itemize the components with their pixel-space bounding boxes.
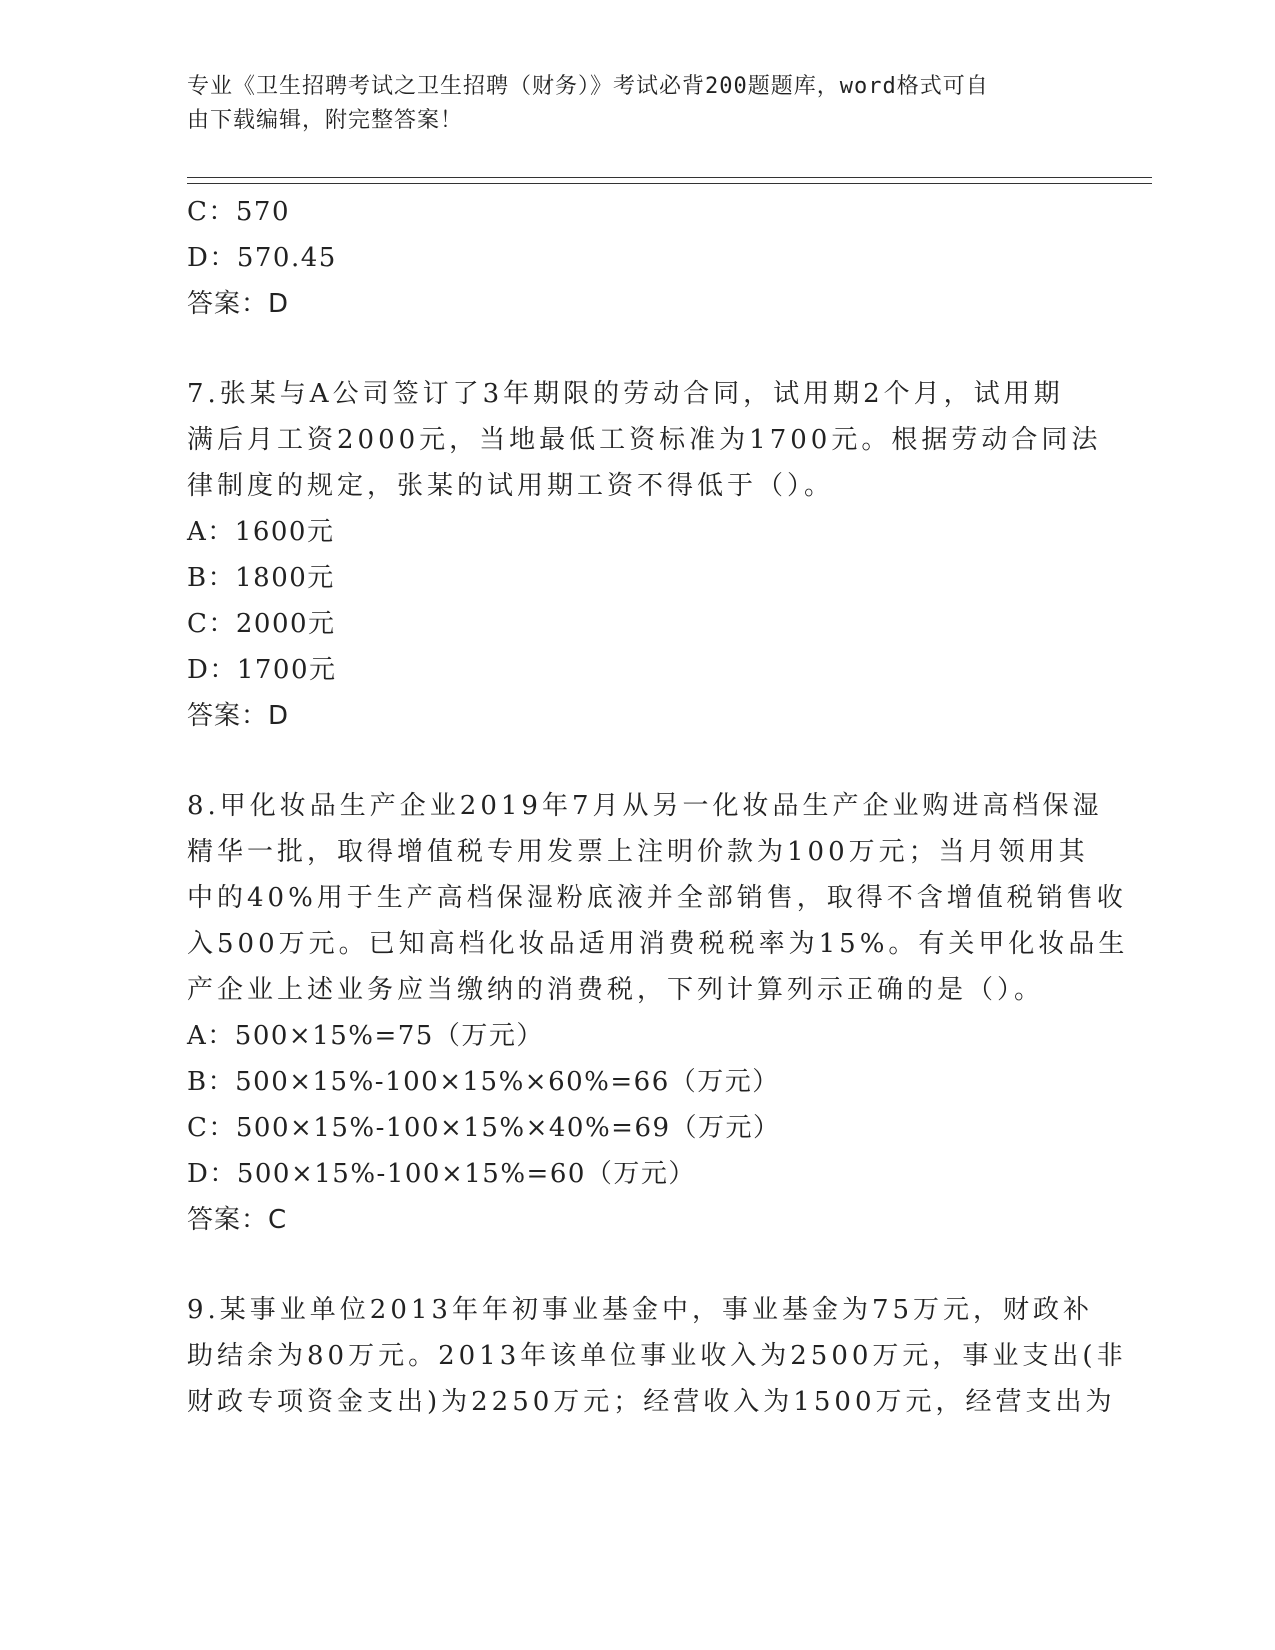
question-line: 精华一批，取得增值税专用发票上注明价款为100万元；当月领用其: [187, 837, 1089, 867]
option-a: A：1600元: [187, 517, 335, 547]
spacer: [187, 1243, 1077, 1287]
question-8-text: [187, 783, 1129, 1013]
page-header: [187, 70, 1067, 138]
spacer: [187, 739, 1077, 783]
prev-question-block: [187, 189, 1077, 327]
option-b: B：500×15%-100×15%×60%=66（万元）: [187, 1067, 780, 1097]
option-c: C：500×15%-100×15%×40%=69（万元）: [187, 1113, 781, 1143]
question-9-block: [187, 1287, 1127, 1425]
question-line: 助结余为80万元。2013年该单位事业收入为2500万元，事业支出(非: [187, 1341, 1127, 1371]
question-line: 8.甲化妆品生产企业2019年7月从另一化妆品生产企业购进高档保湿: [187, 791, 1103, 821]
question-line: 入500万元。已知高档化妆品适用消费税税率为15%。有关甲化妆品生: [187, 929, 1129, 959]
option-c: C：570: [187, 197, 291, 227]
question-8-block: [187, 783, 1129, 1243]
header-divider: [187, 177, 1152, 184]
option-d: D：570.45: [187, 243, 337, 273]
question-line: 律制度的规定，张某的试用期工资不得低于（）。: [187, 471, 835, 501]
question-7-text: [187, 371, 1102, 509]
question-line: 7.张某与A公司签订了3年期限的劳动合同，试用期2个月，试用期: [187, 379, 1064, 409]
question-7-block: [187, 371, 1102, 739]
spacer: [187, 327, 1077, 371]
option-b: B：1800元: [187, 563, 335, 593]
option-c: C：2000元: [187, 609, 336, 639]
document-body: [187, 189, 1129, 1425]
question-line: 9.某事业单位2013年年初事业基金中，事业基金为75万元，财政补: [187, 1295, 1094, 1325]
question-line: 财政专项资金支出)为2250万元；经营收入为1500万元，经营支出为: [187, 1387, 1116, 1417]
header-line-2: 由下载编辑，附完整答案！: [187, 108, 464, 133]
question-line: 满后月工资2000元，当地最低工资标准为1700元。根据劳动合同法: [187, 425, 1102, 455]
answer-line: 答案：D: [187, 289, 290, 319]
question-9-text: [187, 1287, 1127, 1425]
option-d: D：500×15%-100×15%=60（万元）: [187, 1159, 696, 1189]
option-d: D：1700元: [187, 655, 337, 685]
question-line: 中的40%用于生产高档保湿粉底液并全部销售，取得不含增值税销售收: [187, 883, 1127, 913]
answer-line: 答案：C: [187, 1205, 288, 1235]
option-a: A：500×15%=75（万元）: [187, 1021, 544, 1051]
header-line-1: 专业《卫生招聘考试之卫生招聘（财务）》考试必背200题题库，word格式可自: [187, 74, 989, 99]
answer-line: 答案：D: [187, 701, 290, 731]
question-line: 产企业上述业务应当缴纳的消费税，下列计算列示正确的是（）。: [187, 975, 1045, 1005]
